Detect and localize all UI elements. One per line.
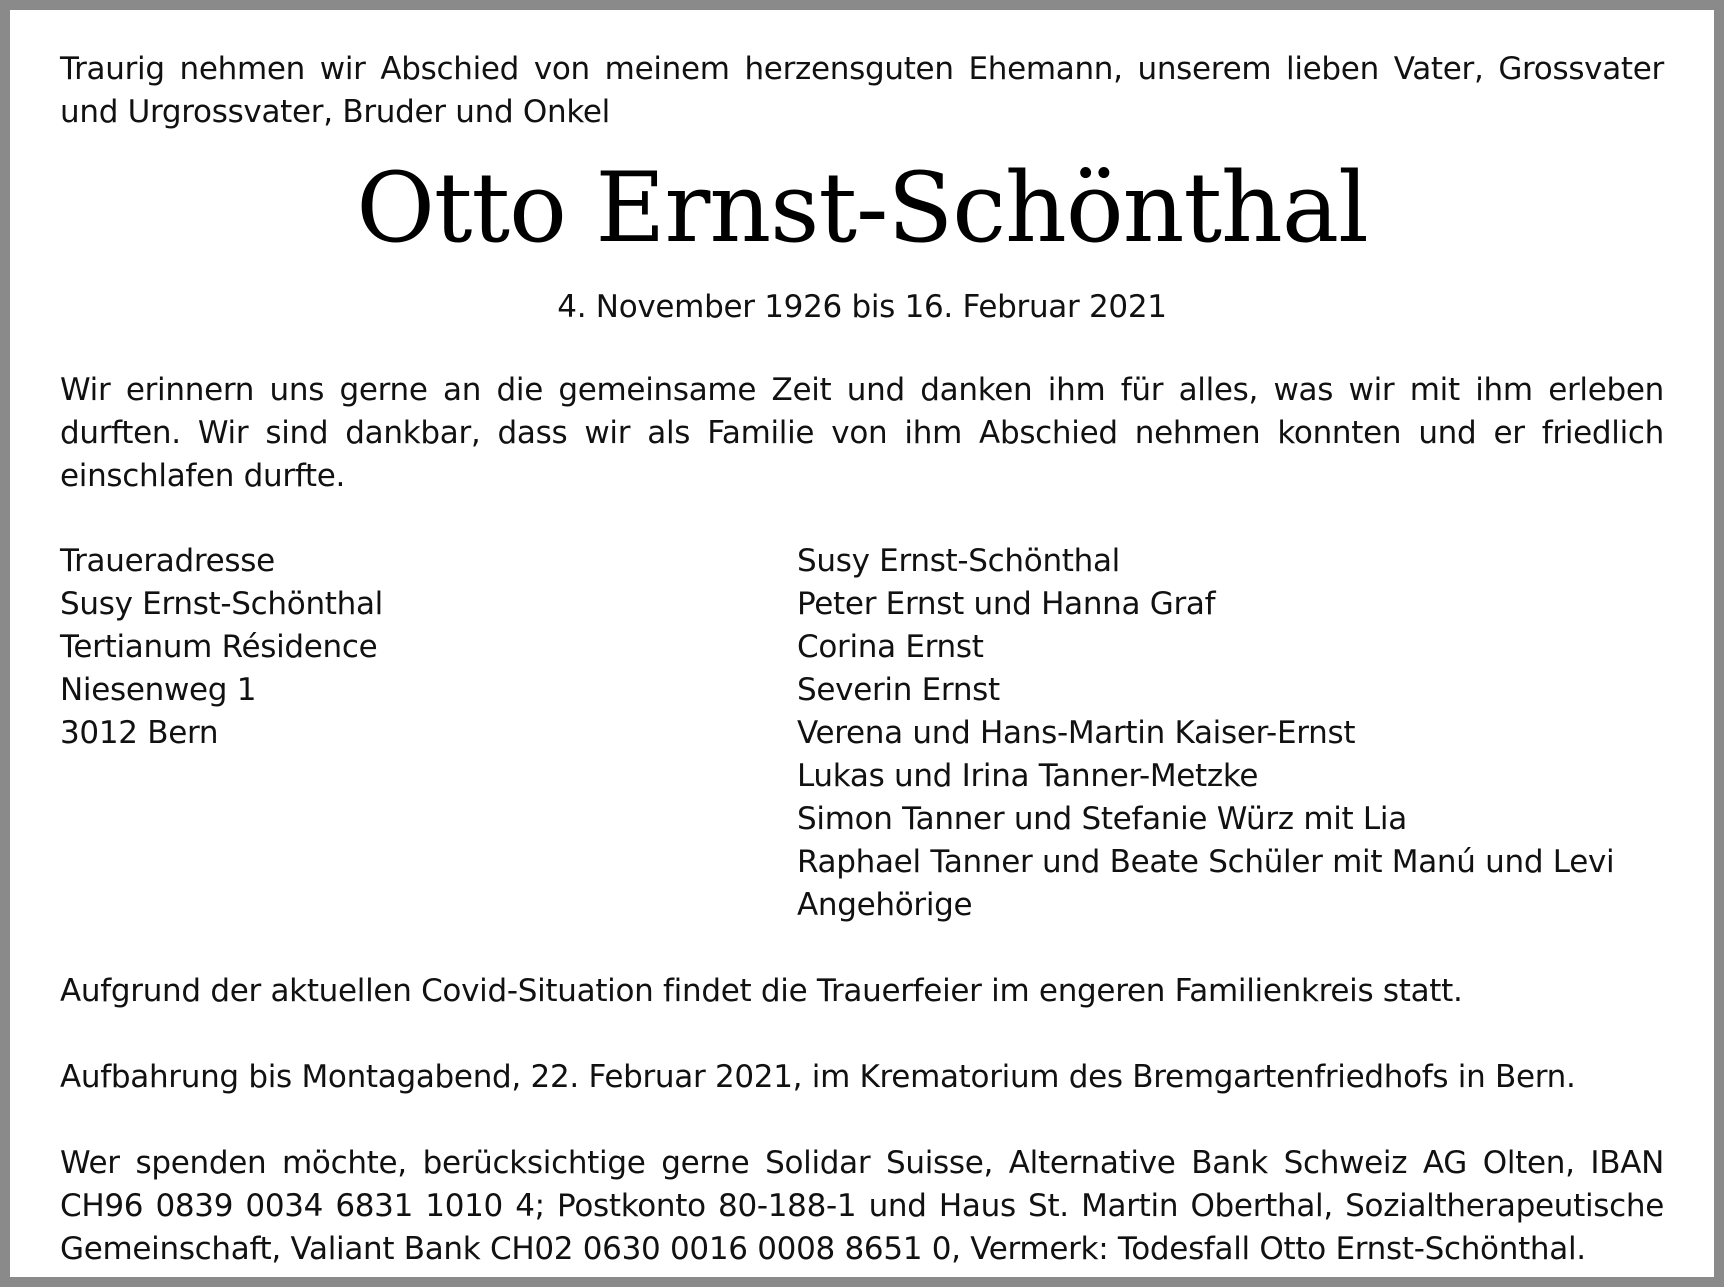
- obituary-notice: [10, 10, 1714, 1277]
- mourner-line: Simon Tanner und Stefanie Würz mit Lia: [797, 801, 1407, 837]
- mourner-line: Corina Ernst: [797, 629, 984, 665]
- address-and-mourners: [60, 540, 1664, 927]
- memory-text: Wir erinnern uns gerne an die gemeinsame Zeit und danken ihm für alles, was wir mit ihm erleben durften. Wir sind dankbar, dass wir als Familie von ihm Abschied nehmen konnten und er friedlich einschlafen durfte.: [60, 372, 1664, 494]
- mourner-line: Peter Ernst und Hanna Graf: [797, 586, 1216, 622]
- covid-notice: Aufgrund der aktuellen Covid-Situation findet die Trauerfeier im engeren Familienkreis statt.: [60, 973, 1463, 1009]
- mourning-address: [60, 540, 797, 927]
- mourner-line: Angehörige: [797, 887, 973, 923]
- mourner-line: Raphael Tanner und Beate Schüler mit Manú und Levi: [797, 844, 1615, 880]
- address-line: Tertianum Résidence: [60, 629, 378, 665]
- viewing-notice: Aufbahrung bis Montagabend, 22. Februar 2021, im Krematorium des Bremgartenfriedhofs in Bern.: [60, 1059, 1576, 1095]
- mourner-line: Severin Ernst: [797, 672, 1000, 708]
- deceased-name: Otto Ernst-Schönthal: [356, 152, 1368, 264]
- address-line: 3012 Bern: [60, 715, 219, 751]
- address-line: Traueradresse: [60, 543, 275, 579]
- notice-content: [60, 48, 1664, 1271]
- mourners-list: [797, 540, 1664, 927]
- address-line: Susy Ernst-Schönthal: [60, 586, 383, 622]
- intro-text: Traurig nehmen wir Abschied von meinem herzensguten Ehemann, unserem lieben Vater, Grossvater und Urgrossvater, Bruder und Onkel: [60, 51, 1664, 130]
- donation-notice: Wer spenden möchte, berücksichtige gerne Solidar Suisse, Alternative Bank Schweiz AG Olten, IBAN CH96 0839 0034 6831 1010 4; Postkonto 80-188-1 und Haus St. Martin Oberthal, Sozialtherapeutische Gemeinschaft, Valiant Bank CH02 0630 0016 0008 8651 0, Vermerk: Todesfall Otto Ernst-Schönthal.: [60, 1145, 1664, 1267]
- mourner-line: Verena und Hans-Martin Kaiser-Ernst: [797, 715, 1356, 751]
- mourner-line: Susy Ernst-Schönthal: [797, 543, 1120, 579]
- mourner-line: Lukas und Irina Tanner-Metzke: [797, 758, 1259, 794]
- life-dates: 4. November 1926 bis 16. Februar 2021: [557, 289, 1167, 325]
- address-line: Niesenweg 1: [60, 672, 257, 708]
